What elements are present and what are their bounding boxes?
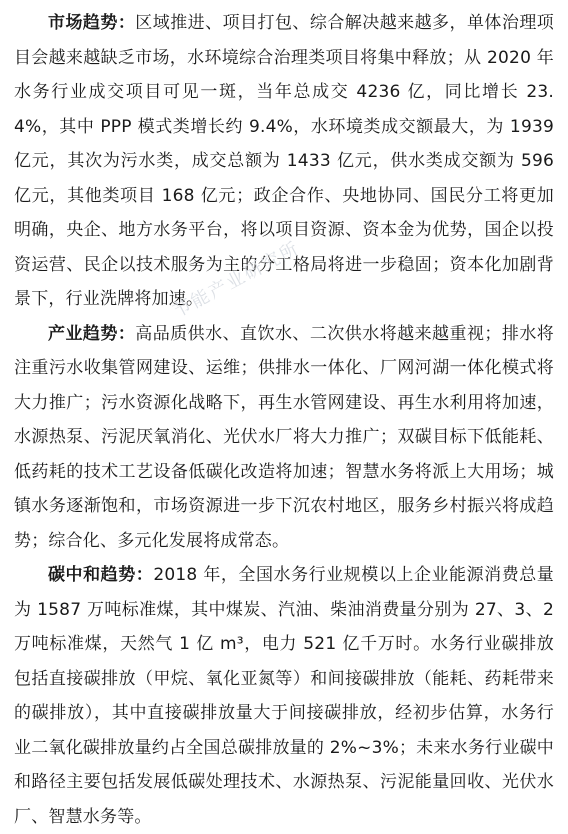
paragraph-text: 区域推进、项目打包、综合解决越来越多，单体治理项目会越来越缺乏市场，水环境综合治理类项目将集中释放；从 2020 年水务行业成交项目可见一斑，当年总成交 4236 亿，同比增长 23.4%，其中 PPP 模式类增长约 9.4%，水环境类成交额最大，为 1939 亿元，其次为污水类，成交总额为 1433 亿元，供水类成交额为 596 亿元，其他类项目 168 亿元；政企合作、央地协同、国民分工将更加明确，央企、地方水务平台，将以项目资源、资本金为优势，国企以投资运营、民企以技术服务为主的分工格局将进一步稳固；资本化加剧背景下，行业洗牌将加速。: [14, 13, 554, 309]
paragraph-carbon-neutral-trend: [14, 558, 554, 834]
paragraph-lead: 碳中和趋势：: [48, 565, 154, 585]
paragraph-text: 2018 年，全国水务行业规模以上企业能源消费总量为 1587 万吨标准煤，其中煤炭、汽油、柴油消费量分别为 27、3、2 万吨标准煤，天然气 1 亿 m³，电力 521 亿千万时。水务行业碳排放包括直接碳排放（甲烷、氧化亚氮等）和间接碳排放（能耗、药耗带来的碳排放），其中直接碳排放量大于间接碳排放，经初步估算，水务行业二氧化碳排放量约占全国总碳排放量的 2%~3%；未来水务行业碳中和路径主要包括发展低碳处理技术、水源热泵、污泥能量回收、光伏水厂、智慧水务等。: [14, 565, 554, 827]
paragraph-text: 高品质供水、直饮水、二次供水将越来越重视；排水将注重污水收集管网建设、运维；供排水一体化、厂网河湖一体化模式将大力推广；污水资源化战略下，再生水管网建设、再生水利用将加速，水源热泵、污泥厌氧消化、光伏水厂将大力推广；双碳目标下低能耗、低药耗的技术工艺设备低碳化改造将加速；智慧水务将派上大用场；城镇水务逐渐饱和，市场资源进一步下沉农村地区，服务乡村振兴将成趋势；综合化、多元化发展将成常态。: [14, 323, 554, 551]
document-body: [14, 6, 554, 834]
watermark: 节能产业研究所: [169, 237, 304, 323]
paragraph-industry-trend: [14, 317, 554, 559]
paragraph-lead: 产业趋势：: [48, 323, 136, 344]
paragraph-market-trend: [14, 6, 554, 317]
paragraph-lead: 市场趋势：: [48, 13, 136, 33]
